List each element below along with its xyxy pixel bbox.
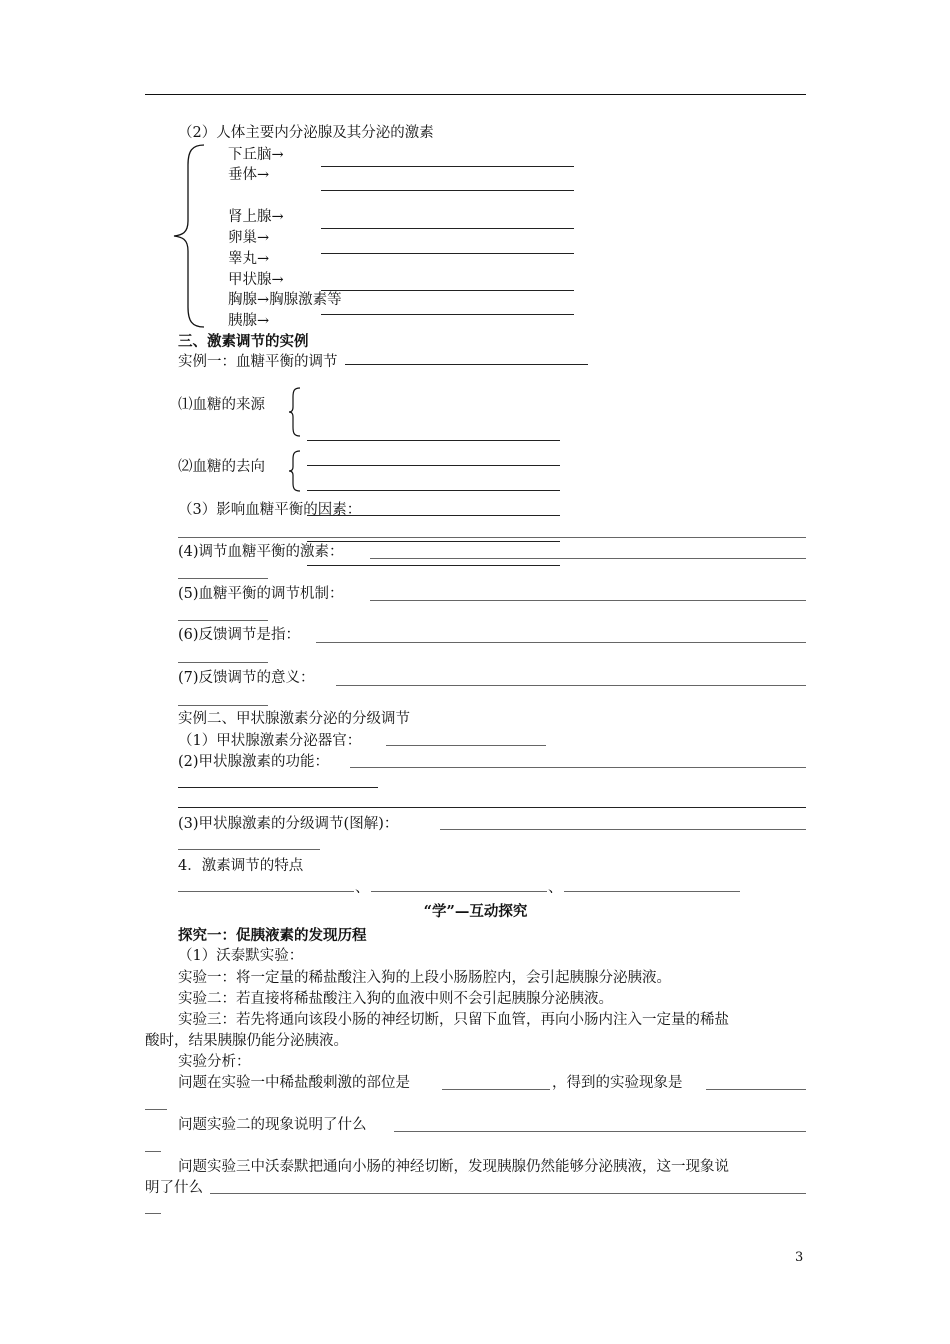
gland-adrenal: 肾上腺→ [228,209,284,225]
example1-title: 实例一：血糖平衡的调节 [178,354,338,370]
gland-ovary: 卵巢→ [228,230,270,246]
gland-hypothalamus: 下丘脑→ [228,147,284,163]
hierarchy-label: (3)甲状腺激素的分级调节(图解)： [178,816,399,832]
hormones-label: (4)调节血糖平衡的激素： [178,544,344,560]
gland-pituitary: 垂体→ [228,167,270,183]
section3-heading: 三、激素调节的实例 [178,333,309,350]
blank-line [386,745,546,746]
sink-brace [288,450,304,492]
blank-line [345,364,588,365]
factors-label: （3）影响血糖平衡的因素： [178,502,362,518]
blank-line [371,891,547,892]
traits-label: 4．激素调节的特点 [178,858,304,874]
blank-line [178,662,268,663]
gland-thymus: 胸腺→胸腺激素等 [228,292,342,308]
blank-line [370,558,806,559]
blank-line [321,190,574,191]
blank-line [178,537,806,538]
blank-line [307,465,560,466]
blank-line [178,849,320,850]
question2: 问题实验二的现象说明了什么 [178,1117,367,1133]
gland-pancreas: 胰腺→ [228,313,270,329]
study-title: “学”—互动探究 [423,903,528,920]
blank-line [178,578,268,579]
glands-heading: （2）人体主要内分泌腺及其分泌的激素 [178,125,434,141]
blank-line [564,891,740,892]
blank-line [336,685,806,686]
glands-brace [172,143,212,329]
blank-line [307,541,560,542]
analysis-label: 实验分析： [178,1054,251,1070]
question3-line2: 明了什么 [145,1180,203,1196]
blank-line [316,642,806,643]
blank-line [321,314,574,315]
feedback-label: (6)反馈调节是指： [178,627,301,643]
significance-label: (7)反馈调节的意义： [178,670,315,686]
blank-line [178,705,268,706]
blank-line [321,228,574,229]
separator: 、 [548,880,563,896]
blank-line [370,600,806,601]
glucose-source-label: ⑴血糖的来源 [178,397,265,413]
blank-line [350,767,806,768]
blank-line [145,1213,161,1214]
organ-label: （1）甲状腺激素分泌器官： [178,733,362,749]
blank-line [307,440,560,441]
mechanism-label: (5)血糖平衡的调节机制： [178,586,344,602]
gland-testis: 睾丸→ [228,251,270,267]
inquiry1-heading: 探究一：促胰液素的发现历程 [178,927,367,944]
blank-line [307,565,560,566]
question1-part1: 问题在实验一中稀盐酸刺激的部位是 [178,1075,410,1091]
blank-line [307,515,560,516]
blank-line [442,1089,550,1090]
blank-line [178,807,806,808]
blank-line [706,1089,806,1090]
experiment3-line1: 实验三：若先将通向该段小肠的神经切断，只留下血管，再向小肠内注入一定量的稀盐 [178,1012,729,1028]
blank-line [307,490,560,491]
question1-part2: ，得到的实验现象是 [552,1075,683,1091]
blank-line [321,166,574,167]
blank-line [178,891,354,892]
example2-title: 实例二、甲状腺激素分泌的分级调节 [178,711,410,727]
page-number: 3 [795,1250,804,1265]
blank-line [321,253,574,254]
source-brace [288,387,304,437]
question3-line1: 问题实验三中沃泰默把通向小肠的神经切断，发现胰腺仍然能够分泌胰液，这一现象说 [178,1159,729,1175]
sub1-label: （1）沃泰默实验： [178,948,304,964]
glucose-sink-label: ⑵血糖的去向 [178,459,265,475]
experiment2: 实验二：若直接将稀盐酸注入狗的血液中则不会引起胰腺分泌胰液。 [178,991,613,1007]
blank-line [178,787,378,788]
blank-line [210,1193,806,1194]
header-rule [145,94,806,95]
blank-line [178,620,268,621]
gland-thyroid: 甲状腺→ [228,272,284,288]
separator: 、 [355,880,370,896]
experiment1: 实验一：将一定量的稀盐酸注入狗的上段小肠肠腔内，会引起胰腺分泌胰液。 [178,970,671,986]
blank-line [321,290,574,291]
experiment3-line2: 酸时，结果胰腺仍能分泌胰液。 [145,1033,348,1049]
blank-line [145,1151,161,1152]
function-label: (2)甲状腺激素的功能： [178,754,330,770]
blank-line [145,1109,167,1110]
blank-line [440,829,806,830]
blank-line [394,1131,806,1132]
